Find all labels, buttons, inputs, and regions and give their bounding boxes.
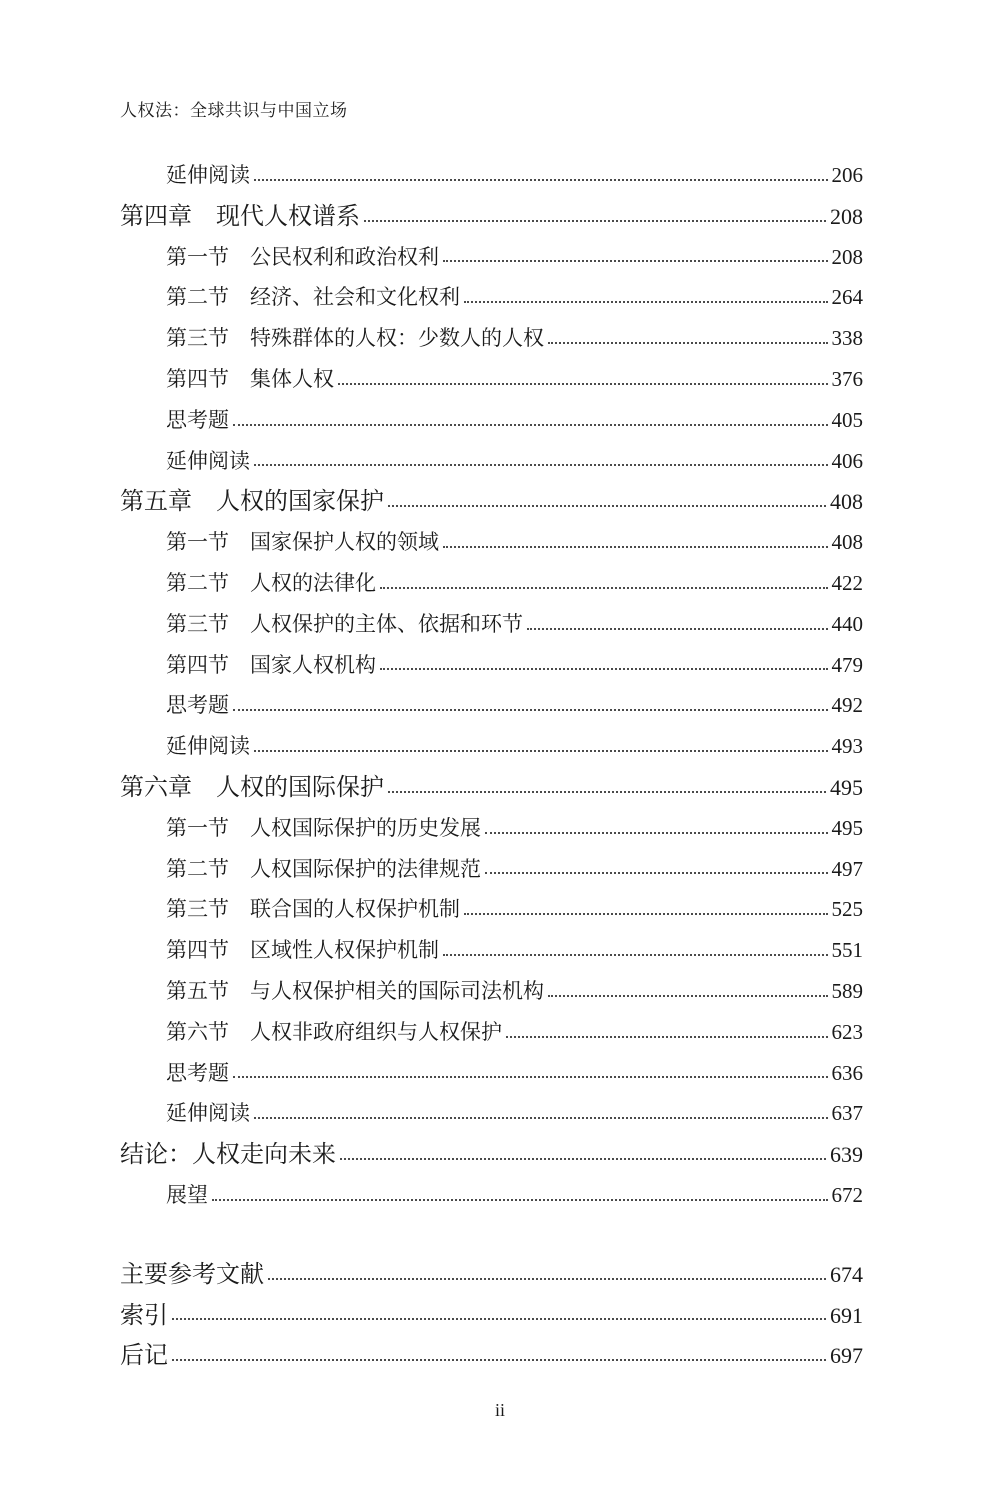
toc-section-entry[interactable] [120, 522, 863, 563]
toc-section-entry[interactable] [120, 604, 863, 645]
toc-entry-page: 639 [830, 1142, 863, 1168]
dot-leader [548, 341, 828, 344]
toc-chapter-entry[interactable] [120, 481, 863, 522]
toc-entry-page: 206 [831, 163, 863, 187]
section-gap [120, 1216, 863, 1254]
table-of-contents [120, 155, 863, 1376]
toc-entry-page: 697 [830, 1343, 863, 1369]
dot-leader [233, 708, 828, 711]
toc-entry-title: 延伸阅读 [166, 448, 250, 473]
toc-entry-page: 636 [831, 1060, 863, 1085]
dot-leader [338, 382, 828, 385]
toc-entry-title: 第二节 经济、社会和文化权利 [166, 285, 460, 310]
dot-leader [254, 749, 828, 752]
page-number: ii [494, 1400, 505, 1420]
toc-section-entry[interactable] [120, 1053, 863, 1094]
toc-entry-page: 264 [831, 285, 863, 310]
toc-section-entry[interactable] [120, 849, 863, 890]
toc-chapter-entry[interactable] [120, 1134, 863, 1175]
toc-entry-page: 492 [831, 693, 863, 718]
toc-entry-page: 589 [831, 978, 863, 1003]
toc-entry-title: 后记 [120, 1341, 168, 1370]
toc-entry-page: 637 [831, 1101, 863, 1126]
toc-section-entry[interactable] [120, 1175, 863, 1216]
toc-chapter-entry[interactable] [120, 1335, 863, 1376]
dot-leader [172, 1358, 826, 1361]
toc-entry-title: 索引 [120, 1300, 168, 1329]
toc-entry-page: 440 [831, 611, 863, 636]
toc-entry-page: 672 [831, 1182, 863, 1207]
dot-leader [443, 259, 828, 262]
toc-entry-page: 376 [831, 366, 863, 391]
toc-section-entry[interactable] [120, 1093, 863, 1134]
toc-entry-page: 479 [831, 652, 863, 677]
toc-entry-page: 406 [831, 448, 863, 473]
dot-leader [506, 1035, 828, 1038]
toc-entry-page: 497 [831, 856, 863, 881]
toc-entry-title: 延伸阅读 [166, 1101, 250, 1126]
toc-entry-title: 思考题 [166, 407, 229, 432]
dot-leader [527, 627, 828, 630]
toc-entry-title: 第三节 人权保护的主体、依据和环节 [166, 611, 523, 636]
dot-leader [364, 219, 826, 222]
toc-entry-page: 495 [830, 774, 863, 800]
toc-entry-title: 第四节 国家人权机构 [166, 652, 376, 677]
dot-leader [233, 423, 828, 426]
dot-leader [380, 667, 828, 670]
running-header: 人权法：全球共识与中国立场 [120, 101, 348, 121]
toc-entry-page: 493 [831, 734, 863, 759]
toc-entry-page: 422 [831, 570, 863, 595]
toc-section-entry[interactable] [120, 889, 863, 930]
toc-section-entry[interactable] [120, 971, 863, 1012]
toc-entry-title: 第六节 人权非政府组织与人权保护 [166, 1019, 502, 1044]
toc-entry-page: 674 [830, 1261, 863, 1287]
toc-entry-title: 延伸阅读 [166, 734, 250, 759]
dot-leader [485, 831, 828, 834]
dot-leader [380, 586, 828, 589]
toc-section-entry[interactable] [120, 685, 863, 726]
toc-entry-title: 第二节 人权的法律化 [166, 570, 376, 595]
toc-section-entry[interactable] [120, 563, 863, 604]
toc-chapter-entry[interactable] [120, 196, 863, 237]
toc-chapter-entry[interactable] [120, 1254, 863, 1295]
toc-section-entry[interactable] [120, 1012, 863, 1053]
toc-chapter-entry[interactable] [120, 1295, 863, 1336]
dot-leader [443, 953, 828, 956]
toc-entry-title: 延伸阅读 [166, 163, 250, 187]
toc-section-entry[interactable] [120, 400, 863, 441]
dot-leader [464, 300, 828, 303]
toc-section-entry[interactable] [120, 441, 863, 482]
toc-entry-title: 第四章 现代人权谱系 [120, 201, 360, 230]
toc-section-entry[interactable] [120, 726, 863, 767]
toc-section-entry[interactable] [120, 237, 863, 278]
toc-entry-title: 主要参考文献 [120, 1259, 264, 1288]
toc-section-entry[interactable] [120, 930, 863, 971]
dot-leader [254, 463, 828, 466]
dot-leader [464, 912, 828, 915]
toc-chapter-entry[interactable] [120, 767, 863, 808]
toc-entry-page: 691 [830, 1302, 863, 1328]
toc-entry-title: 思考题 [166, 1060, 229, 1085]
dot-leader [254, 178, 828, 181]
toc-entry-page: 408 [830, 489, 863, 515]
dot-leader [388, 790, 826, 793]
toc-entry-title: 第三节 联合国的人权保护机制 [166, 897, 460, 922]
dot-leader [548, 994, 828, 997]
dot-leader [254, 1116, 828, 1119]
toc-entry-page: 405 [831, 407, 863, 432]
toc-section-entry[interactable] [120, 808, 863, 849]
toc-entry-title: 思考题 [166, 693, 229, 718]
toc-entry-page: 408 [831, 530, 863, 555]
toc-entry-page: 208 [830, 203, 863, 229]
toc-entry-title: 第二节 人权国际保护的法律规范 [166, 856, 481, 881]
toc-section-entry[interactable] [120, 645, 863, 686]
toc-entry-page: 338 [831, 326, 863, 351]
toc-entry-page: 495 [831, 815, 863, 840]
toc-entry-page: 208 [831, 244, 863, 269]
toc-entry-title: 第五节 与人权保护相关的国际司法机构 [166, 978, 544, 1003]
toc-section-entry[interactable] [120, 318, 863, 359]
toc-section-entry[interactable] [120, 277, 863, 318]
toc-entry-title: 第三节 特殊群体的人权：少数人的人权 [166, 326, 544, 351]
dot-leader [388, 504, 826, 507]
dot-leader [268, 1277, 826, 1280]
dot-leader [485, 871, 828, 874]
toc-entry-page: 525 [831, 897, 863, 922]
toc-entry-title: 结论：人权走向未来 [120, 1140, 336, 1169]
toc-entry-title: 展望 [166, 1182, 208, 1207]
dot-leader [212, 1198, 828, 1201]
dot-leader [340, 1157, 826, 1160]
toc-entry-page: 551 [831, 938, 863, 963]
dot-leader [443, 545, 828, 548]
toc-entry-title: 第一节 人权国际保护的历史发展 [166, 815, 481, 840]
toc-entry-title: 第六章 人权的国际保护 [120, 772, 384, 801]
dot-leader [172, 1317, 826, 1320]
toc-entry-title: 第一节 国家保护人权的领域 [166, 530, 439, 555]
toc-entry-title: 第一节 公民权利和政治权利 [166, 244, 439, 269]
toc-section-entry[interactable] [120, 155, 863, 196]
toc-entry-title: 第四节 区域性人权保护机制 [166, 938, 439, 963]
toc-entry-title: 第四节 集体人权 [166, 366, 334, 391]
toc-section-entry[interactable] [120, 359, 863, 400]
toc-entry-title: 第五章 人权的国家保护 [120, 487, 384, 516]
toc-entry-page: 623 [831, 1019, 863, 1044]
dot-leader [233, 1075, 828, 1078]
